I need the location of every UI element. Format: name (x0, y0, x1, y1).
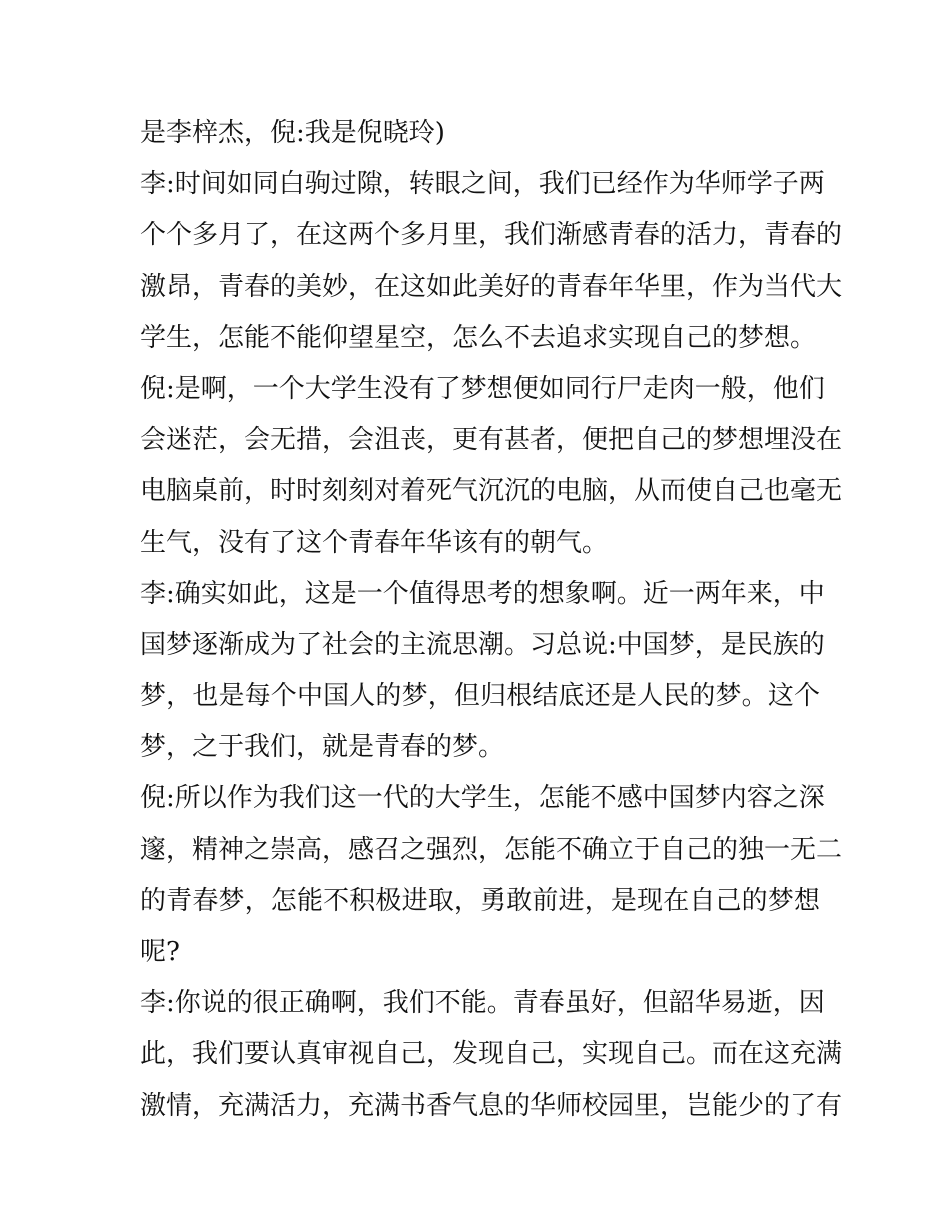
text-line: 生气，没有了这个青春年华该有的朝气。 (140, 527, 609, 558)
text-line: 激情，充满活力，充满书香气息的华师校园里，岂能少的了有 (140, 1090, 843, 1121)
text-line: 梦，之于我们，就是青春的梦。 (140, 732, 505, 763)
text-line: 李:确实如此，这是一个值得思考的想象啊。近一两年来，中 (140, 578, 825, 609)
text-line: 呢? (140, 937, 180, 967)
text-line: 国梦逐渐成为了社会的主流思潮。习总说:中国梦，是民族的 (140, 629, 825, 660)
text-line: 的青春梦，怎能不积极进取，勇敢前进，是现在自己的梦想 (140, 885, 820, 916)
text-line: 是李梓杰，倪:我是倪晓玲) (140, 118, 445, 148)
text-line: 倪:是啊，一个大学生没有了梦想便如同行尸走肉一般，他们 (140, 373, 825, 404)
text-line: 倪:所以作为我们这一代的大学生，怎能不感中国梦内容之深 (140, 783, 825, 814)
text-line: 此，我们要认真审视自己，发现自己，实现自己。而在这充满 (140, 1039, 843, 1070)
document-body (140, 108, 843, 1132)
text-line: 电脑桌前，时时刻刻对着死气沉沉的电脑，从而使自己也毫无 (140, 476, 843, 507)
text-line: 会迷茫，会无措，会沮丧，更有甚者，便把自己的梦想埋没在 (140, 425, 843, 456)
text-line: 李:时间如同白驹过隙，转眼之间，我们已经作为华师学子两 (140, 169, 825, 200)
text-line: 激昂，青春的美妙，在这如此美好的青春年华里，作为当代大 (140, 271, 843, 302)
text-line: 邃，精神之崇高，感召之强烈，怎能不确立于自己的独一无二 (140, 834, 843, 865)
text-line: 学生，怎能不能仰望星空，怎么不去追求实现自己的梦想。 (140, 322, 817, 353)
text-line: 个个多月了，在这两个多月里，我们渐感青春的活力，青春的 (140, 220, 843, 251)
text-line: 李:你说的很正确啊，我们不能。青春虽好，但韶华易逝，因 (140, 988, 825, 1019)
text-line: 梦，也是每个中国人的梦，但归根结底还是人民的梦。这个 (140, 681, 820, 712)
